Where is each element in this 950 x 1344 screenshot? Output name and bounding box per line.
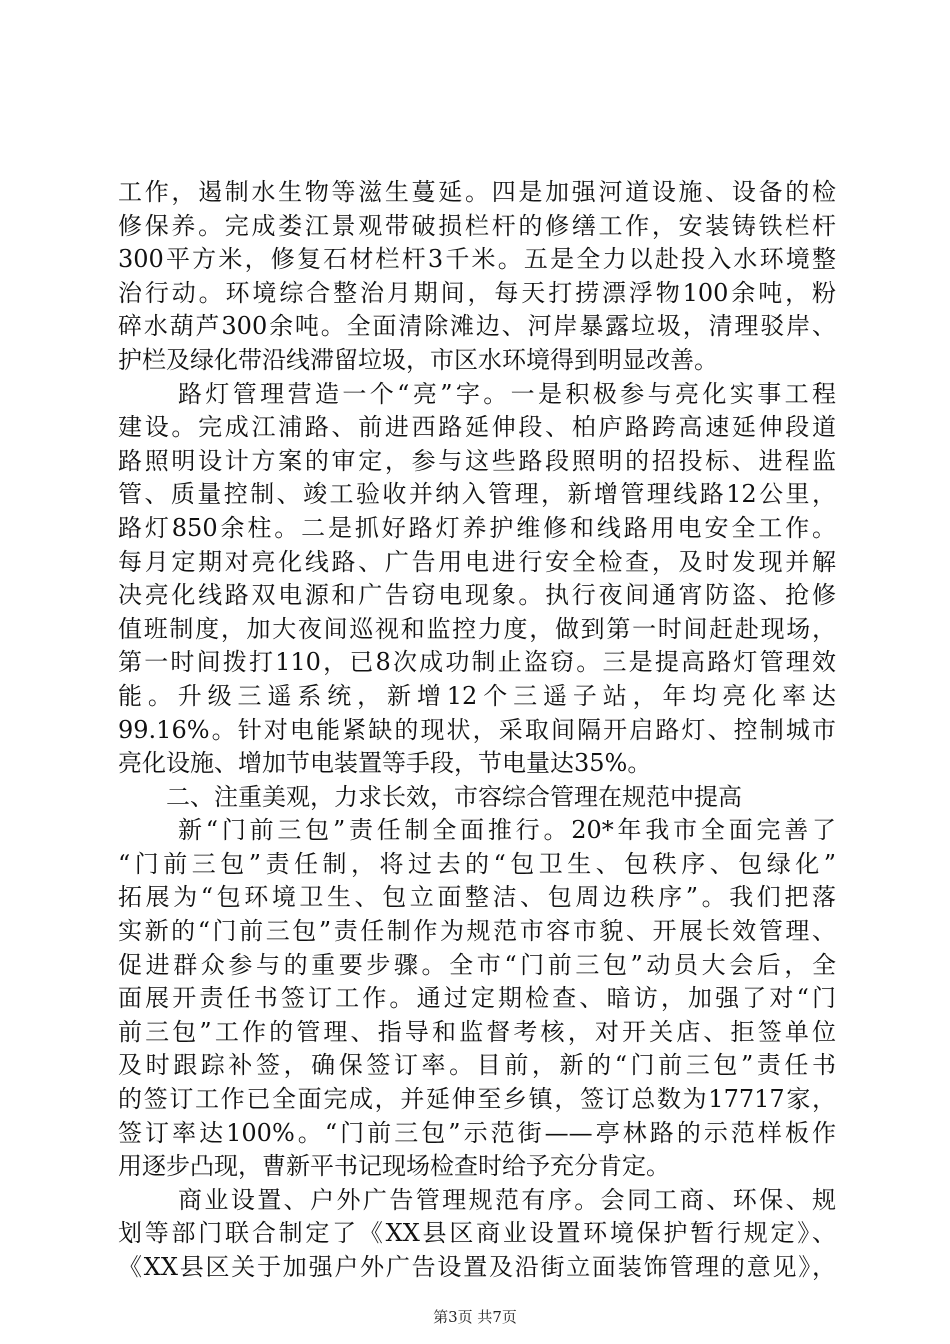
text-line: 路灯850余柱。二是抓好路灯养护维修和线路用电安全工作。 xyxy=(118,513,836,542)
text-line: 建设。完成江浦路、前进西路延伸段、柏庐路跨高速延伸段道 xyxy=(118,413,836,442)
text-line: 拓展为“包环境卫生、包立面整洁、包周边秩序”。我们把落 xyxy=(118,883,836,912)
text-line: 治行动。环境综合整治月期间，每天打捞漂浮物100余吨，粉 xyxy=(118,278,836,307)
page-footer: 第3页 共7页 xyxy=(433,1308,517,1326)
text-line: 签订率达100%。“门前三包”示范街——亭林路的示范样板作 xyxy=(118,1118,836,1147)
text-line: 管、质量控制、竣工验收并纳入管理，新增管理线路12公里， xyxy=(118,480,836,509)
text-line: 用逐步凸现，曹新平书记现场检查时给予充分肯定。 xyxy=(118,1152,670,1181)
text-line: 修保养。完成娄江景观带破损栏杆的修缮工作，安装铸铁栏杆 xyxy=(118,211,836,240)
text-line: 工作，遏制水生物等滋生蔓延。四是加强河道设施、设备的检 xyxy=(118,178,836,206)
text-line: 300平方米，修复石材栏杆3千米。五是全力以赴投入水环境整 xyxy=(118,245,836,274)
text-line: 的签订工作已全面完成，并延伸至乡镇，签订总数为17717家， xyxy=(118,1085,836,1114)
text-line: 能。升级三遥系统，新增12个三遥子站，年均亮化率达 xyxy=(118,681,836,710)
text-line: 及时跟踪补签，确保签订率。目前，新的“门前三包”责任书 xyxy=(118,1051,836,1080)
text-line: “门前三包”责任制，将过去的“包卫生、包秩序、包绿化” xyxy=(118,849,836,878)
text-line: 护栏及绿化带沿线滞留垃圾，市区水环境得到明显改善。 xyxy=(118,345,718,374)
text-line: 99.16%。针对电能紧缺的现状，采取间隔开启路灯、控制城市 xyxy=(118,715,836,744)
text-line: 亮化设施、增加节电装置等手段，节电量达35%。 xyxy=(118,749,652,778)
text-line: 《XX县区关于加强户外广告设置及沿街立面装饰管理的意见》， xyxy=(118,1253,836,1281)
text-line: 值班制度，加大夜间巡视和监控力度，做到第一时间赶赴现场， xyxy=(118,614,836,643)
text-line: 决亮化线路双电源和广告窃电现象。执行夜间通宵防盗、抢修 xyxy=(118,581,836,610)
text-line: 二、注重美观，力求长效，市容综合管理在规范中提高 xyxy=(166,782,742,811)
text-line: 实新的“门前三包”责任制作为规范市容市貌、开展长效管理、 xyxy=(118,917,836,946)
text-line: 促进群众参与的重要步骤。全市“门前三包”动员大会后，全 xyxy=(118,950,836,979)
text-line: 第一时间拨打110，已8次成功制止盗窃。三是提高路灯管理效 xyxy=(118,648,836,677)
text-line: 碎水葫芦300余吨。全面清除滩边、河岸暴露垃圾，清理驳岸、 xyxy=(118,312,836,341)
text-line: 路照明设计方案的审定，参与这些路段照明的招投标、进程监 xyxy=(118,446,836,475)
text-line: 商业设置、户外广告管理规范有序。会同工商、环保、规 xyxy=(178,1185,836,1214)
text-line: 路灯管理营造一个“亮”字。一是积极参与亮化实事工程 xyxy=(178,379,836,408)
text-line: 面展开责任书签订工作。通过定期检查、暗访，加强了对“门 xyxy=(118,984,836,1013)
text-line: 前三包”工作的管理、指导和监督考核，对开关店、拒签单位 xyxy=(118,1017,836,1046)
text-line: 每月定期对亮化线路、广告用电进行安全检查，及时发现并解 xyxy=(118,547,836,576)
text-line: 划等部门联合制定了《XX县区商业设置环境保护暂行规定》、 xyxy=(118,1219,836,1248)
text-line: 新“门前三包”责任制全面推行。20*年我市全面完善了 xyxy=(178,816,836,845)
body-text xyxy=(118,176,836,1285)
